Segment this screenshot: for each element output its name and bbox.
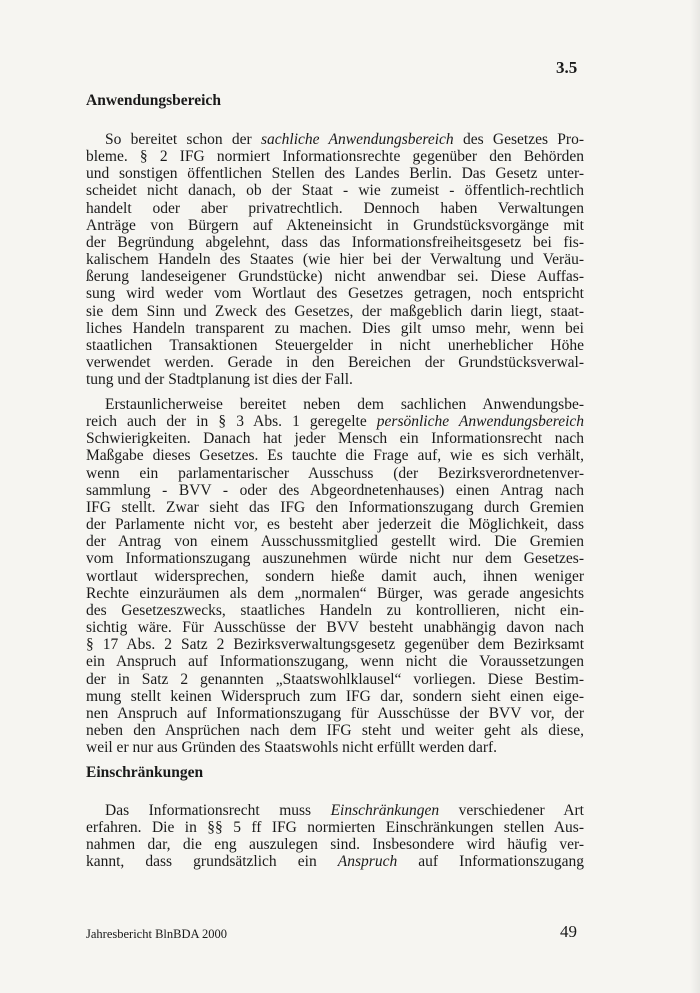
text-line: des Gesetzeszwecks, staatliches Handeln zu kontrollieren, nicht ein-: [86, 601, 584, 619]
text-line: Das Informationsrecht muss Einschränkungen verschiedener Art: [105, 802, 584, 819]
text-line: mung stellt keinen Widerspruch zum IFG dar, sondern sieht einen eige-: [86, 687, 584, 705]
text-line: der Antrag von einem Ausschussmitglied gestellt wird. Die Gremien: [86, 533, 584, 551]
text-line: bleme. § 2 IFG normiert Informationsrechte gegenüber den Behörden: [86, 148, 584, 166]
text-line: erfahren. Die in §§ 5 ff IFG normierten Einschränkungen stellen Aus-: [86, 819, 584, 837]
section-number: 3.5: [556, 58, 578, 77]
paragraph-1: [86, 131, 584, 388]
text-line: nahmen dar, die eng auszulegen sind. Insbesondere wird häufig ver-: [86, 836, 584, 854]
text-line: der Begründung abgelehnt, dass das Informationsfreiheitsgesetz bei fis-: [86, 233, 584, 251]
paragraph-2: [86, 396, 584, 756]
text-line: der in Satz 2 genannten „Staatswohlklausel“ vorliegen. Diese Bestim-: [86, 670, 584, 688]
paragraph-3: [86, 802, 584, 871]
text-line: scheidet nicht danach, ob der Staat - wie zumeist - öffentlich-rechtlich: [86, 182, 584, 200]
text-line: sung wird weder vom Wortlaut des Gesetzes getragen, noch entspricht: [86, 285, 584, 303]
emphasis: Anspruch: [337, 853, 398, 871]
text-line: weil er nur aus Gründen des Staatswohls nicht erfüllt werden darf.: [86, 739, 498, 757]
text-line: Schwierigkeiten. Danach hat jeder Mensch ein Informationsrecht nach: [86, 430, 584, 448]
page-edge-shadow: [690, 0, 700, 993]
footer-report-title: Jahresbericht BlnBDA 2000: [86, 927, 227, 941]
text-line: Rechte einzuräumen als dem „normalen“ Bürger, was gerade angesichts: [86, 584, 584, 602]
text-line: Anträge von Bürgern auf Akteneinsicht in Grundstücksvorgänge mit: [86, 216, 584, 234]
emphasis: Einschränkungen: [330, 802, 440, 819]
text-line: handelt oder aber privatrechtlich. Dennoch haben Verwaltungen: [86, 199, 584, 217]
text-line: sichtig wäre. Für Ausschüsse der BVV besteht unabhängig davon nach: [86, 619, 584, 637]
heading-einschraenkungen: Einschränkungen: [86, 764, 204, 781]
text-line: Erstaunlicherweise bereitet neben dem sachlichen Anwendungsbe-: [105, 396, 584, 413]
text-line: IFG stellt. Zwar sieht das IFG den Informationszugang durch Gremien: [86, 498, 584, 516]
text-line: reich auch der in § 3 Abs. 1 geregelte persönliche Anwendungsbereich: [86, 413, 584, 431]
text-line: sammlung - BVV - oder des Abgeordnetenhauses) einen Antrag nach: [86, 481, 584, 499]
text-line: ein Anspruch auf Informationszugang, wenn nicht die Voraussetzungen: [86, 653, 584, 671]
text-line: staatlichen Transaktionen Steuergelder in nicht unerheblicher Höhe: [86, 336, 584, 354]
text-line: der Parlamente nicht vor, es besteht aber jederzeit die Möglichkeit, dass: [86, 516, 584, 534]
text-line: tung und der Stadtplanung ist dies der Fall.: [86, 371, 353, 389]
text-line: liches Handeln transparent zu machen. Dies gilt umso mehr, wenn bei: [86, 319, 584, 337]
text-line: ßerung landeseigener Grundstücke) nicht anwendbar sei. Diese Auffas-: [86, 268, 584, 286]
text-line: neben den Ansprüchen nach dem IFG steht und weiter geht als diese,: [86, 721, 584, 739]
text-line: sie dem Sinn und Zweck des Gesetzes, der maßgeblich darin liegt, staat-: [86, 302, 584, 320]
text-line: wenn ein parlamentarischer Ausschuss (der Bezirksverordnetenver-: [86, 464, 584, 482]
emphasis: persönliche Anwendungsbereich: [376, 413, 584, 431]
text-line: und sonstigen öffentlichen Stellen des Landes Berlin. Das Gesetz unter-: [86, 165, 584, 183]
heading-anwendungsbereich: Anwendungsbereich: [86, 92, 221, 109]
text-line: § 17 Abs. 2 Satz 2 Bezirksverwaltungsgesetz gegenüber dem Bezirksamt: [86, 636, 584, 654]
text-line: kalischem Handeln des Staates (wie hier bei der Verwaltung und Veräu-: [86, 251, 584, 269]
text-line: wortlaut widersprechen, sondern hieße damit auch, ihnen weniger: [86, 567, 584, 585]
emphasis: sachliche Anwendungsbereich: [260, 131, 454, 148]
text-line: kannt, dass grundsätzlich ein Anspruch auf Informationszugang: [86, 853, 584, 871]
text-line: nen Anspruch auf Informationszugang für Ausschüsse der BVV vor, der: [86, 704, 584, 722]
text-line: Maßgabe dieses Gesetzes. Es tauchte die Frage auf, wie es sich verhält,: [86, 447, 584, 465]
text-line: verwendet werden. Gerade in den Bereichen der Grundstücksverwal-: [86, 354, 584, 372]
page-number: 49: [560, 922, 577, 941]
text-line: So bereitet schon der sachliche Anwendungsbereich des Gesetzes Pro-: [105, 131, 584, 148]
text-line: vom Informationszugang auszunehmen würde nicht nur dem Gesetzes-: [86, 550, 584, 568]
